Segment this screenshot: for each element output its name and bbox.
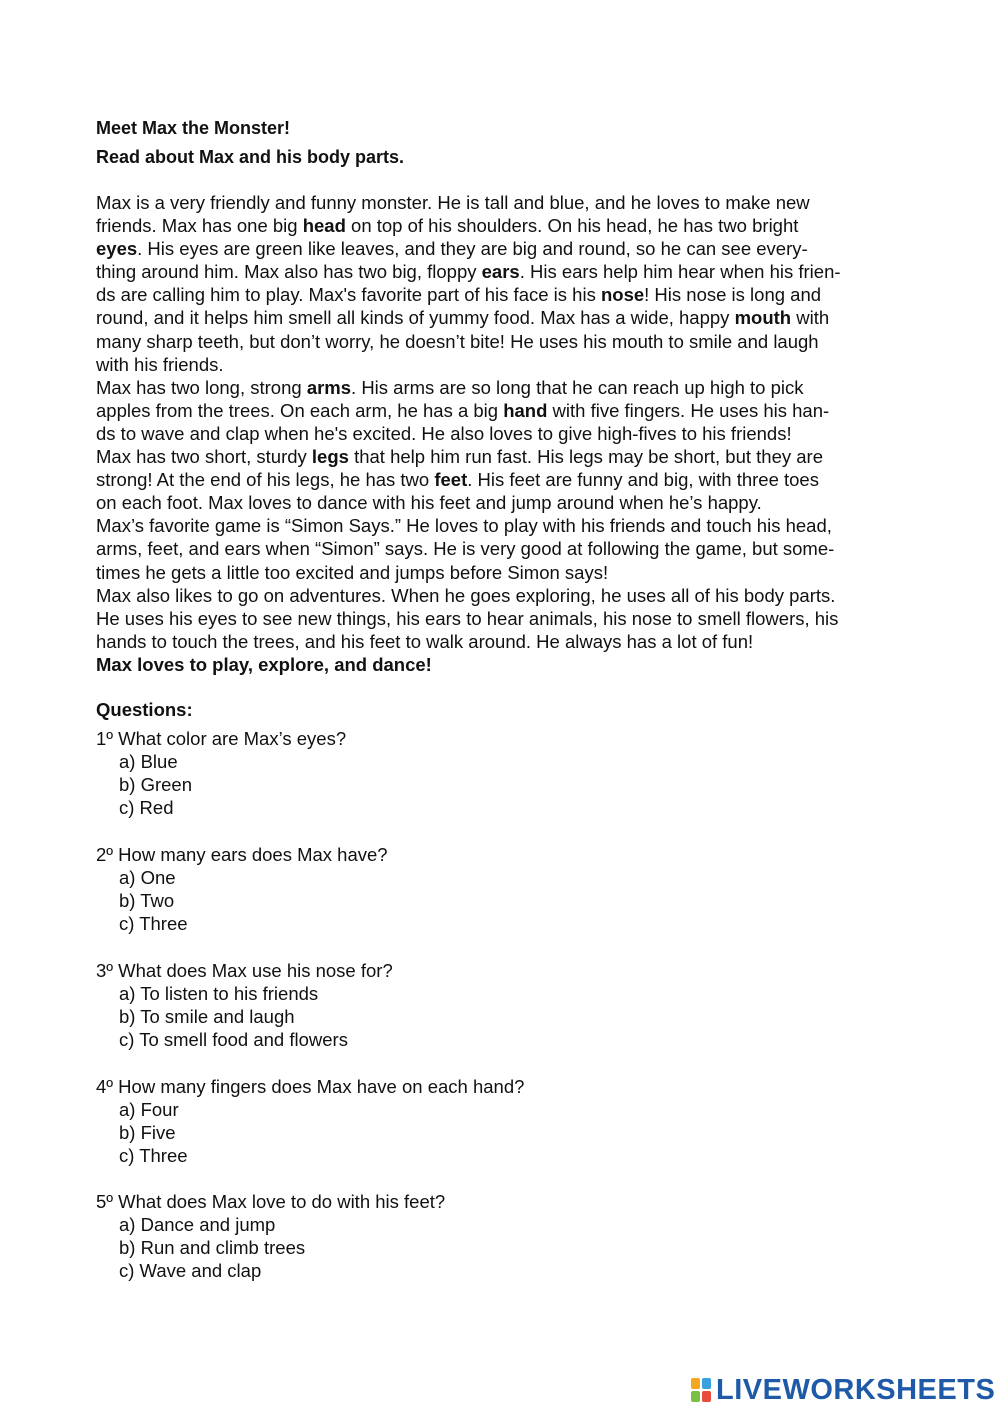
question-text: 1º What color are Max’s eyes? [96, 728, 347, 749]
story-segment: on each foot. Max loves to dance with his feet and jump around when he’s happy. [96, 492, 762, 514]
story-line [96, 214, 926, 237]
logo-text: LIVEWORKSHEETS [716, 1373, 996, 1406]
story-line [96, 191, 926, 214]
story-line [96, 399, 926, 422]
story-line [96, 514, 926, 537]
story-line [96, 237, 926, 260]
story-keyword: mouth [734, 307, 792, 329]
page-title: Meet Max the Monster! [96, 118, 291, 138]
story-line [96, 584, 926, 607]
question-item [96, 959, 796, 1051]
story-keyword: ears [481, 261, 520, 283]
story-segment: with five fingers. He uses his han- [547, 399, 830, 421]
question-text: 2º How many ears does Max have? [96, 844, 388, 865]
answer-option[interactable]: a) Dance and jump [119, 1214, 276, 1236]
story-segment: friends. Max has one big [96, 215, 303, 237]
answer-option[interactable]: b) Run and climb trees [119, 1237, 306, 1259]
story-segment: strong! At the end of his legs, he has two [96, 469, 435, 491]
story-segment: He uses his eyes to see new things, his ears to hear animals, his nose to smell flowers, his [96, 607, 839, 629]
answer-option[interactable]: c) Three [119, 913, 188, 935]
question-text: 3º What does Max use his nose for? [96, 960, 393, 981]
liveworksheets-logo [690, 1374, 995, 1406]
story-segment: Max has two long, strong [96, 376, 307, 398]
story-keyword: Max loves to play, explore, and dance! [96, 653, 432, 675]
questions-heading: Questions: [96, 699, 193, 720]
story-line [96, 306, 926, 329]
story-segment: . His eyes are green like leaves, and they are big and round, so he can see every- [137, 238, 808, 260]
question-text: 4º How many fingers does Max have on each hand? [96, 1076, 525, 1097]
story-line [96, 653, 926, 676]
story-segment: hands to touch the trees, and his feet to walk around. He always has a lot of fun! [96, 630, 754, 652]
story-line [96, 491, 926, 514]
story-segment: arms, feet, and ears when “Simon” says. He is very good at following the game, but some- [96, 538, 835, 560]
story-segment: ! His nose is long and [644, 284, 822, 306]
answer-option[interactable]: b) Two [119, 890, 175, 912]
answer-option[interactable]: c) Red [119, 797, 174, 819]
story-segment: round, and it helps him smell all kinds of yummy food. Max has a wide, happy [96, 307, 735, 329]
story-line [96, 468, 926, 491]
answer-option[interactable]: b) Five [119, 1122, 176, 1144]
logo-square [702, 1378, 711, 1389]
story-segment: thing around him. Max also has two big, floppy [96, 261, 482, 283]
story-keyword: feet [434, 469, 468, 491]
answer-option[interactable]: b) To smile and laugh [119, 1006, 295, 1028]
logo-square [702, 1391, 711, 1402]
answer-option[interactable]: c) To smell food and flowers [119, 1029, 348, 1051]
story-segment: apples from the trees. On each arm, he has a big [96, 399, 504, 421]
story-segment: . His arms are so long that he can reach up high to pick [351, 376, 804, 398]
answer-option[interactable]: a) Four [119, 1099, 179, 1121]
story-segment: ds are calling him to play. Max's favorite part of his face is his [96, 284, 601, 306]
story-keyword: nose [600, 284, 645, 306]
story-segment: Max also likes to go on adventures. When he goes exploring, he uses all of his body parts. [96, 584, 836, 606]
story-segment: many sharp teeth, but don’t worry, he doesn’t bite! He uses his mouth to smile and laugh [96, 330, 819, 352]
story-segment: . His feet are funny and big, with three toes [467, 469, 819, 491]
question-text: 5º What does Max love to do with his feet? [96, 1191, 446, 1212]
answer-option[interactable]: a) Blue [119, 751, 178, 773]
answer-option[interactable]: a) One [119, 867, 176, 889]
story-line [96, 260, 926, 283]
page-subtitle: Read about Max and his body parts. [96, 147, 405, 167]
answer-option[interactable]: b) Green [119, 774, 193, 796]
story-segment: with his friends. [96, 353, 224, 375]
story-line [96, 537, 926, 560]
story-segment: on top of his shoulders. On his head, he has two bright [345, 215, 799, 237]
story-segment: that help him run fast. His legs may be short, but they are [348, 446, 823, 468]
question-item [96, 843, 796, 935]
question-item [96, 727, 796, 819]
question-item [96, 1075, 796, 1167]
story-line [96, 330, 926, 353]
answer-option[interactable]: c) Three [119, 1145, 188, 1167]
story-keyword: arms [306, 376, 352, 398]
story-keyword: eyes [96, 238, 138, 260]
logo-square [691, 1378, 700, 1389]
story-text [96, 191, 926, 676]
story-keyword: hand [503, 399, 548, 421]
story-segment: Max is a very friendly and funny monster. He is tall and blue, and he loves to make new [96, 192, 810, 213]
story-segment: . His ears help him hear when his frien- [519, 261, 841, 283]
question-item [96, 1190, 796, 1282]
story-segment: Max’s favorite game is “Simon Says.” He loves to play with his friends and touch his head, [96, 515, 832, 537]
story-line [96, 376, 926, 399]
story-line [96, 445, 926, 468]
answer-option[interactable]: c) Wave and clap [119, 1260, 262, 1282]
story-segment: ds to wave and clap when he's excited. He also loves to give high-fives to his friends! [96, 422, 792, 444]
story-segment: times he gets a little too excited and jumps before Simon says! [96, 561, 609, 583]
answer-option[interactable]: a) To listen to his friends [119, 983, 319, 1005]
story-segment: Max has two short, sturdy [96, 446, 312, 468]
story-line [96, 353, 926, 376]
story-line [96, 630, 926, 653]
story-keyword: head [302, 215, 346, 237]
story-keyword: legs [311, 446, 349, 468]
story-segment: with [791, 307, 830, 329]
story-line [96, 283, 926, 306]
story-line [96, 607, 926, 630]
story-line [96, 422, 926, 445]
story-line [96, 561, 926, 584]
liveworksheets-logo-icon [690, 1377, 712, 1403]
logo-square [691, 1391, 700, 1402]
